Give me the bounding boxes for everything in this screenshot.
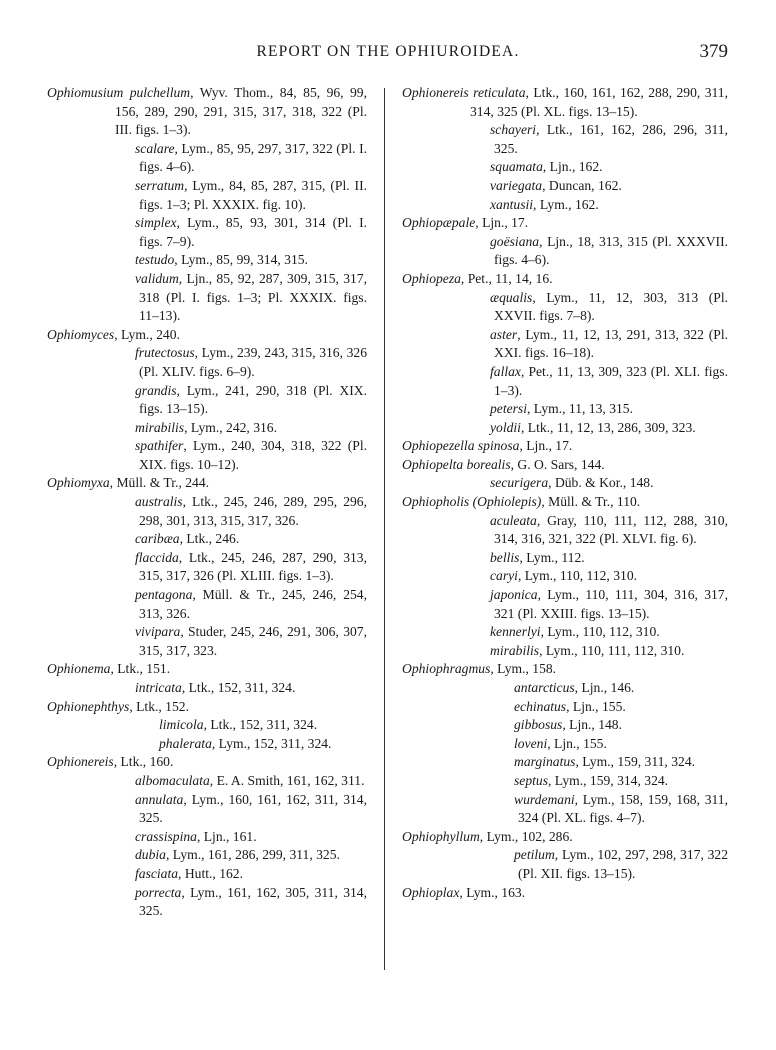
- page-references: , Lym., 240.: [114, 326, 180, 342]
- index-genus-entry: [402, 84, 728, 121]
- index-genus-entry: [47, 474, 367, 493]
- page-references: , E. A. Smith, 161, 162, 311.: [209, 772, 365, 788]
- taxon-name: Ophiopeza: [402, 270, 461, 286]
- page-references: , Lym., 159, 311, 324.: [575, 754, 696, 770]
- index-species-entry: [47, 493, 367, 530]
- index-species-entry: [402, 735, 728, 754]
- page-references: , Lym., 110, 112, 310.: [540, 624, 660, 640]
- index-species-entry: [402, 474, 728, 493]
- index-species-entry: [402, 567, 728, 586]
- taxon-name: Ophionephthys: [47, 698, 130, 714]
- taxon-name: petersi: [490, 401, 527, 417]
- taxon-name: grandis: [135, 382, 177, 398]
- taxon-name: goësiana: [490, 233, 540, 249]
- index-species-entry: [402, 419, 728, 438]
- taxon-name: porrecta: [135, 884, 182, 900]
- page-references: , Ljn., 85, 92, 287, 309, 315, 317, 318 (Pl. I. figs. 1–3; Pl. XXXIX. figs. 11–13).: [139, 270, 367, 324]
- page-references: , Ltk., 152, 311, 324.: [203, 717, 318, 733]
- index-species-entry: [402, 549, 728, 568]
- page-references: , Lym., 110, 111, 112, 310.: [539, 642, 685, 658]
- index-species-entry: [402, 363, 728, 400]
- page-references: , Müll. & Tr., 244.: [109, 475, 210, 491]
- page-references: , Ltk., 246.: [179, 531, 240, 547]
- taxon-name: vivipara: [135, 624, 181, 640]
- page-references: , Lym., 102, 286.: [479, 828, 573, 844]
- page-references: , Ljn., 17.: [519, 438, 573, 454]
- taxon-name: crassispina: [135, 828, 197, 844]
- page-references: , Ljn., 162.: [542, 159, 603, 175]
- taxon-name: mirabilis: [490, 642, 540, 658]
- taxon-name: serratum: [135, 177, 185, 193]
- page-references: , Lym., 158.: [490, 661, 557, 677]
- taxon-name: Ophiomyxa: [47, 475, 110, 491]
- index-species-entry: [402, 623, 728, 642]
- column-divider: [384, 88, 385, 970]
- taxon-name: simplex: [135, 215, 177, 231]
- page-references: , Ljn., 146.: [574, 680, 635, 695]
- taxon-name: echinatus: [514, 698, 567, 714]
- page-references: , Lym., 240, 304, 318, 322 (Pl. XIX. figs. 10–12).: [139, 438, 367, 472]
- taxon-name: albomaculata: [135, 772, 210, 788]
- index-column-left: [47, 84, 367, 921]
- index-species-entry: [402, 326, 728, 363]
- index-genus-entry: [402, 828, 728, 847]
- page-references: , Ltk., 245, 246, 287, 290, 313, 315, 317, 326 (Pl. XLIII. figs. 1–3).: [139, 549, 367, 584]
- taxon-name: Ophiomyces: [47, 326, 115, 342]
- page-references: , Ljn., 17.: [475, 215, 529, 231]
- index-species-entry: [47, 865, 367, 884]
- index-species-entry: [47, 884, 367, 921]
- taxon-name: Ophiomusium pulchellum: [47, 85, 191, 100]
- page-references: , Lym., 152, 311, 324.: [211, 735, 332, 751]
- page-references: , Lym., 85, 99, 314, 315.: [174, 252, 308, 268]
- taxon-name: Ophionereis: [47, 754, 114, 770]
- page-references: , Lym., 241, 290, 318 (Pl. XIX. figs. 13–15).: [139, 382, 367, 417]
- page-references: , Hutt., 162.: [178, 865, 243, 881]
- index-species-entry: [47, 214, 367, 251]
- taxon-name: schayeri: [490, 122, 537, 138]
- page-references: , Lym., 102, 297, 298, 317, 322 (Pl. XII. figs. 13–15).: [518, 847, 728, 881]
- taxon-name: pentagona: [135, 587, 193, 603]
- taxon-name: wurdemani: [514, 791, 575, 807]
- index-species-entry: [402, 698, 728, 717]
- index-genus-entry: [402, 270, 728, 289]
- index-genus-entry: [402, 437, 728, 456]
- page-references: , Ljn., 161.: [196, 828, 257, 844]
- index-species-entry: [402, 289, 728, 326]
- taxon-name: marginatus: [514, 754, 576, 770]
- index-species-entry: [47, 140, 367, 177]
- taxon-name: æqualis: [490, 289, 533, 305]
- taxon-name: australis: [135, 494, 183, 510]
- page-references: , Lym., 112.: [519, 549, 585, 565]
- page-references: , Ltk., 152, 311, 324.: [181, 680, 296, 695]
- index-species-entry: [402, 586, 728, 623]
- taxon-name: spathifer: [135, 438, 184, 454]
- page-references: , Düb. & Kor., 148.: [548, 475, 654, 491]
- taxon-name: Ophiopezella spinosa: [402, 438, 520, 454]
- taxon-name: limicola: [159, 717, 204, 733]
- page-references: , Lym., 239, 243, 315, 316, 326 (Pl. XLIV. figs. 6–9).: [139, 345, 367, 379]
- page-references: , Lym., 161, 286, 299, 311, 325.: [165, 847, 340, 863]
- taxon-name: securigera: [490, 475, 549, 491]
- index-species-entry: [402, 846, 728, 883]
- taxon-name: caryi: [490, 568, 518, 584]
- page-references: , Ljn., 155.: [547, 735, 607, 751]
- index-species-entry: [402, 400, 728, 419]
- page-references: , Wyv. Thom., 84, 85, 96, 99, 156, 289, 290, 291, 315, 317, 318, 322 (Pl. III. figs. 1–3).: [115, 85, 367, 138]
- index-species-entry: [402, 753, 728, 772]
- index-species-entry: [47, 177, 367, 214]
- taxon-name: caribæa: [135, 531, 180, 547]
- taxon-name: Ophiophyllum: [402, 828, 480, 844]
- page-references: , Ltk., 160.: [113, 754, 174, 770]
- page-references: , Lym., 11, 12, 303, 313 (Pl. XXVII. figs. 7–8).: [494, 289, 728, 324]
- taxon-name: Ophiopelta borealis: [402, 456, 511, 472]
- index-species-entry: [47, 735, 367, 754]
- taxon-name: Ophiophragmus: [402, 661, 491, 677]
- taxon-name: yoldii: [490, 419, 521, 435]
- taxon-name: annulata: [135, 791, 184, 807]
- page-references: , Ltk., 151.: [110, 661, 171, 677]
- index-genus-entry: [47, 326, 367, 345]
- page-references: , Lym., 163.: [459, 884, 526, 900]
- taxon-name: fasciata: [135, 865, 179, 881]
- page-references: , Lym., 84, 85, 287, 315, (Pl. II. figs. 1–3; Pl. XXXIX. fig. 10).: [139, 177, 367, 212]
- page-references: , Ljn., 148.: [562, 717, 623, 733]
- taxon-name: frutectosus: [135, 345, 195, 361]
- taxon-name: aster: [490, 326, 518, 342]
- taxon-name: japonica: [490, 587, 538, 603]
- index-species-entry: [47, 344, 367, 381]
- index-species-entry: [47, 828, 367, 847]
- taxon-name: septus: [514, 772, 548, 788]
- page-references: , Ljn., 18, 313, 315 (Pl. XXXVII. figs. 4–6).: [494, 233, 728, 268]
- page-references: , Ljn., 155.: [566, 698, 626, 714]
- index-genus-entry: [47, 84, 367, 140]
- index-species-entry: [47, 530, 367, 549]
- page-references: , Lym., 160, 161, 162, 311, 314, 325.: [139, 791, 367, 826]
- page-references: , Pet., 11, 13, 309, 323 (Pl. XLI. figs. 1–3).: [494, 363, 728, 398]
- taxon-name: antarcticus: [514, 680, 575, 695]
- index-genus-entry: [402, 456, 728, 475]
- index-species-entry: [47, 772, 367, 791]
- page-references: , Studer, 245, 246, 291, 306, 307, 315, 317, 323.: [139, 624, 367, 658]
- index-genus-entry: [402, 660, 728, 679]
- index-species-entry: [402, 158, 728, 177]
- page-references: , Pet., 11, 14, 16.: [460, 270, 553, 286]
- page-references: , Gray, 110, 111, 112, 288, 310, 314, 316, 321, 322 (Pl. XLVI. fig. 6).: [494, 512, 728, 547]
- page-references: , Ltk., 11, 12, 13, 286, 309, 323.: [520, 419, 696, 435]
- index-species-entry: [47, 270, 367, 326]
- page-references: , Ltk., 161, 162, 286, 296, 311, 325.: [494, 122, 728, 156]
- index-species-entry: [402, 772, 728, 791]
- index-species-entry: [402, 121, 728, 158]
- page-references: , Lym., 85, 93, 301, 314 (Pl. I. figs. 7–9).: [139, 215, 367, 249]
- index-genus-entry: [402, 493, 728, 512]
- taxon-name: fallax: [490, 363, 521, 379]
- index-genus-entry: [402, 884, 728, 903]
- index-species-entry: [402, 177, 728, 196]
- index-species-entry: [402, 791, 728, 828]
- index-species-entry: [47, 549, 367, 586]
- taxon-name: squamata: [490, 159, 543, 175]
- taxon-name: loveni: [514, 735, 548, 751]
- taxon-name: aculeata: [490, 512, 537, 528]
- index-species-entry: [47, 586, 367, 623]
- index-species-entry: [402, 233, 728, 270]
- taxon-name: flaccida: [135, 549, 179, 565]
- taxon-name: Ophionereis reticulata: [402, 85, 526, 100]
- page-references: , Lym., 11, 13, 315.: [527, 401, 633, 417]
- index-species-entry: [47, 679, 367, 698]
- taxon-name: intricata: [135, 680, 182, 695]
- taxon-name: gibbosus: [514, 717, 563, 733]
- page-references: , Lym., 85, 95, 297, 317, 322 (Pl. I. figs. 4–6).: [139, 140, 367, 175]
- page-references: , Lym., 242, 316.: [184, 419, 278, 435]
- index-species-entry: [402, 642, 728, 661]
- page-references: , Müll. & Tr., 245, 246, 254, 313, 326.: [139, 587, 367, 621]
- page-references: , Duncan, 162.: [542, 177, 622, 193]
- taxon-name: Ophioplax: [402, 884, 460, 900]
- taxon-name: dubia: [135, 847, 166, 863]
- index-species-entry: [47, 716, 367, 735]
- taxon-name: Ophiopæpale: [402, 215, 476, 231]
- taxon-name: Ophionema: [47, 661, 111, 677]
- taxon-name: Ophiopholis (Ophiolepis): [402, 494, 542, 510]
- page-number: 379: [699, 41, 728, 62]
- page-references: , Lym., 110, 112, 310.: [517, 568, 638, 584]
- taxon-name: bellis: [490, 549, 520, 565]
- taxon-name: testudo: [135, 252, 175, 268]
- taxon-name: scalare: [135, 140, 175, 156]
- index-genus-entry: [47, 698, 367, 717]
- page-references: , Lym., 161, 162, 305, 311, 314, 325.: [139, 884, 367, 919]
- index-species-entry: [402, 716, 728, 735]
- taxon-name: phalerata: [159, 735, 212, 751]
- index-species-entry: [402, 679, 728, 698]
- page-references: , Ltk., 160, 161, 162, 288, 290, 311, 314, 325 (Pl. XL. figs. 13–15).: [470, 85, 729, 119]
- index-species-entry: [402, 196, 728, 215]
- index-species-entry: [47, 437, 367, 474]
- index-species-entry: [47, 791, 367, 828]
- index-species-entry: [47, 382, 367, 419]
- page-references: , Ltk., 152.: [129, 698, 189, 714]
- index-genus-entry: [47, 753, 367, 772]
- taxon-name: variegata: [490, 177, 543, 193]
- index-column-right: [402, 84, 728, 902]
- page-references: , Lym., 11, 12, 13, 291, 313, 322 (Pl. XXI. figs. 16–18).: [494, 326, 728, 361]
- page-references: , Lym., 159, 314, 324.: [547, 772, 669, 788]
- taxon-name: petilum: [514, 847, 555, 863]
- index-species-entry: [47, 251, 367, 270]
- index-species-entry: [47, 623, 367, 660]
- index-species-entry: [402, 512, 728, 549]
- index-genus-entry: [47, 660, 367, 679]
- index-genus-entry: [402, 214, 728, 233]
- running-head: REPORT ON THE OPHIUROIDEA.: [256, 43, 520, 60]
- page-references: , Lym., 158, 159, 168, 311, 324 (Pl. XL. figs. 4–7).: [518, 791, 728, 826]
- taxon-name: mirabilis: [135, 419, 185, 435]
- page-references: , Müll. & Tr., 110.: [541, 494, 641, 510]
- index-species-entry: [47, 419, 367, 438]
- page-references: , Lym., 162.: [533, 196, 599, 212]
- page-references: , Lym., 110, 111, 304, 316, 317, 321 (Pl. XXIII. figs. 13–15).: [494, 587, 728, 621]
- taxon-name: validum: [135, 270, 179, 286]
- taxon-name: kennerlyi: [490, 624, 541, 640]
- taxon-name: xantusii: [490, 196, 534, 212]
- page-references: , G. O. Sars, 144.: [510, 456, 605, 472]
- page-references: , Ltk., 245, 246, 289, 295, 296, 298, 301, 313, 315, 317, 326.: [139, 494, 367, 528]
- index-species-entry: [47, 846, 367, 865]
